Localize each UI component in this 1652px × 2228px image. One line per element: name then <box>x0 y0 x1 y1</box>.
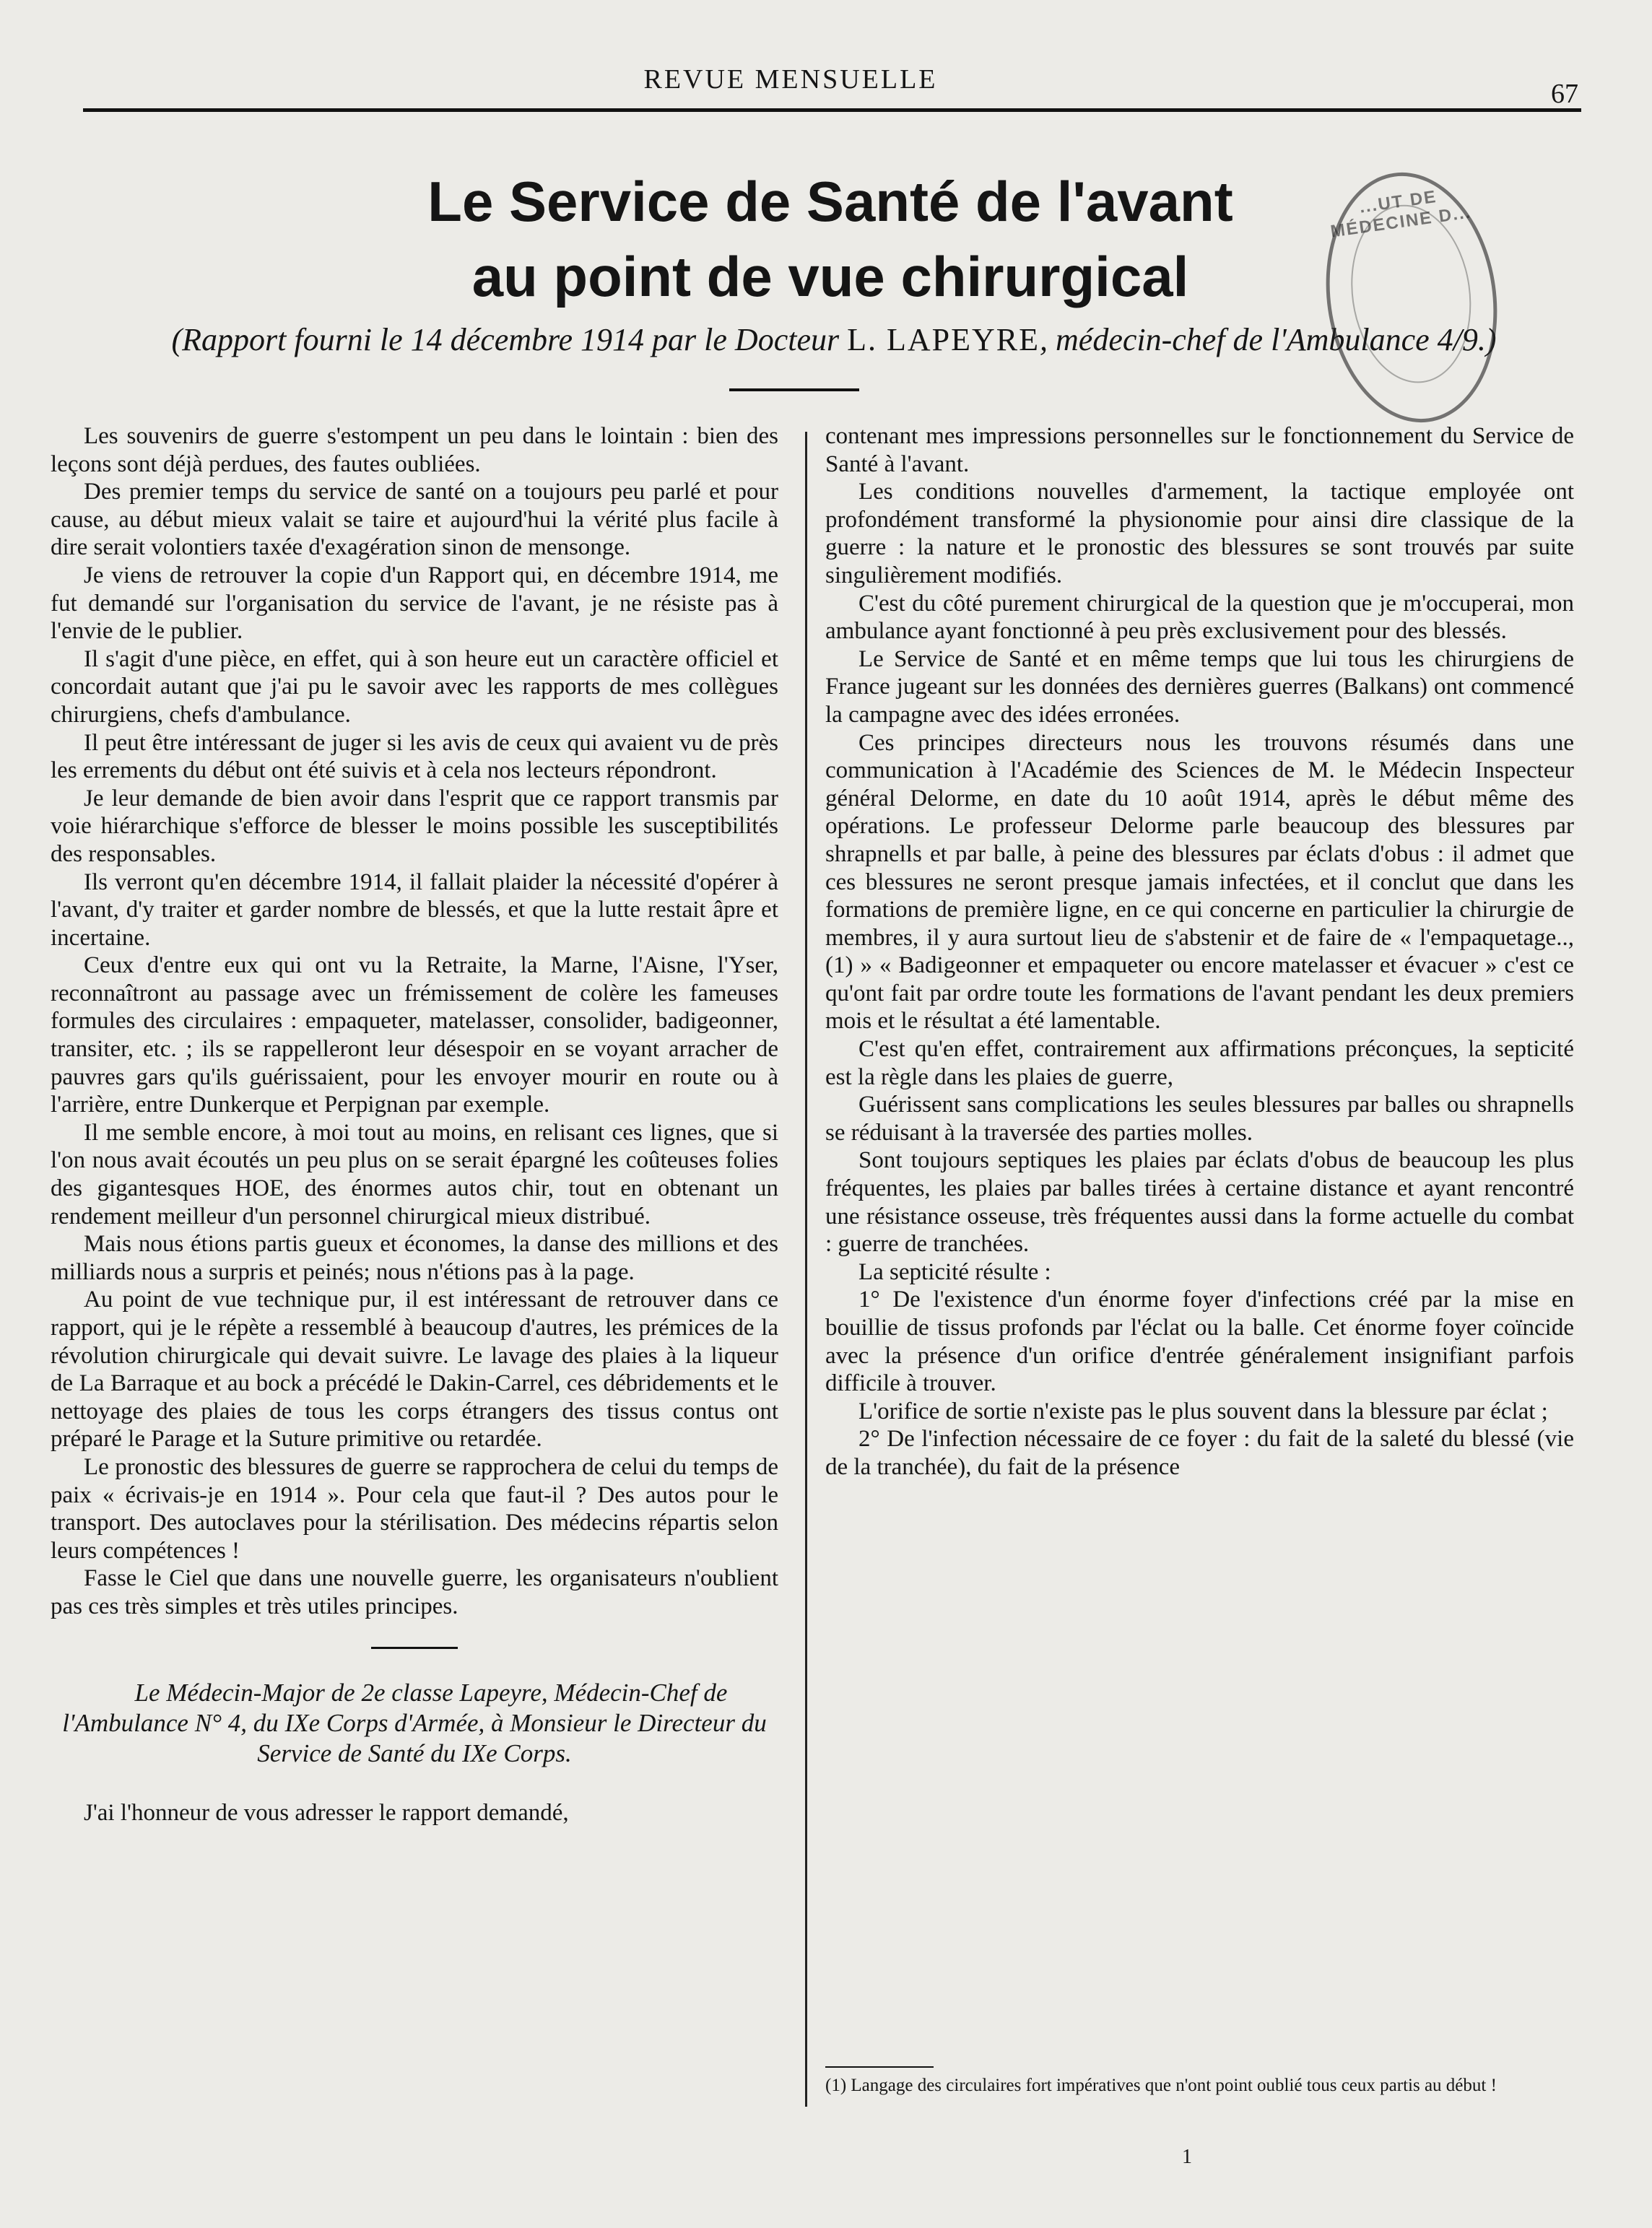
subtitle-suffix: , médecin-chef de l'Ambulance 4/9.) <box>1040 322 1497 357</box>
footnote: (1) Langage des circulaires fort impératives que n'ont point oublié tous ceux partis au début ! <box>825 2076 1497 2095</box>
footnote-rule <box>825 2066 934 2068</box>
header-rule <box>83 108 1581 112</box>
paragraph: contenant mes impressions personnelles sur le fonctionnement du Service de Santé à l'avant. <box>825 423 1574 477</box>
paragraph: Guérissent sans complications les seules blessures par balles ou shrapnells se réduisant à la traversée des parties molles. <box>825 1092 1574 1146</box>
paragraph: Les conditions nouvelles d'armement, la tactique employée ont profondément transformé la physionomie pour ainsi dire classique de la guerre : la nature et le pronostic des blessures se sont trouvés par suite singulièrement modifiés. <box>825 479 1574 588</box>
letter-salutation: J'ai l'honneur de vous adresser le rapport demandé, <box>84 1799 569 1826</box>
subtitle-prefix: (Rapport fourni le 14 décembre 1914 par le Docteur <box>171 322 848 357</box>
paragraph: Je viens de retrouver la copie d'un Rapport qui, en décembre 1914, me fut demandé sur l'organisation du service de l'avant, je ne résiste pas à l'envie de le publier. <box>51 562 778 645</box>
paragraph: Ces principes directeurs nous les trouvons résumés dans une communication à l'Académie des Sciences de M. le Médecin Inspecteur général Delorme, en date du 10 août 1914, après le début même des opérations. Le professeur Delorme parle beaucoup des blessures par shrapnells et par balle, à peine des blessures par éclats d'obus : il admet que ces blessures ne seront presque jamais infectées, et il conclut que dans les formations de première ligne, en ce qui concerne en particulier la chirurgie de membres, il y aura surtout lieu de s'abstenir et de faire de « l'empaquetage.., (1) » « Badigeonner et empaqueter ou encore matelasser et évacuer » c'est ce qu'ont fait par ordre toute les formations de l'avant pendant les deux premiers mois et le résultat a été lamentable. <box>825 729 1574 1035</box>
letter-address: Le Médecin-Major de 2e classe Lapeyre, Médecin-Chef de l'Ambulance N° 4, du IXe Corps d'Armée, à Monsieur le Directeur du Service de Santé du IXe Corps. <box>62 1678 767 1767</box>
paragraph: 1° De l'existence d'un énorme foyer d'infections créé par la mise en bouillie de tissus profonds par l'éclat ou la balle. Cet énorme foyer coïncide avec la présence d'un orifice d'entrée généralement insignifiant parfois difficile à trouver. <box>825 1287 1574 1397</box>
paragraph: Il me semble encore, à moi tout au moins, en relisant ces lignes, que si l'on nous avait écoutés un peu plus on se serait épargné les coûteuses folies des gigantesques HOE, des énormes autos chir, tout en obtenant un rendement meilleur d'un personnel chirurgical mieux distribué. <box>51 1119 778 1230</box>
paragraph: Il s'agit d'une pièce, en effet, qui à son heure eut un caractère officiel et concordait autant que j'ai pu le savoir avec les rapports de mes collègues chirurgiens, chefs d'ambulance. <box>51 645 778 728</box>
right-column <box>825 422 1574 1481</box>
paragraph: Au point de vue technique pur, il est intéressant de retrouver dans ce rapport, qui je le répète a ressemblé à beaucoup d'autres, les prémices de la révolution chirurgicale qui devait suivre. Le lavage des plaies à la liqueur de La Barraque et au bock a précédé le Dakin-Carrel, ces débridements et le nettoyage des plaies de tous les corps étrangers des tissus contus ont préparé le Parage et la Suture primitive ou retardée. <box>51 1287 778 1453</box>
article-title-line-1: Le Service de Santé de l'avant <box>427 170 1233 233</box>
title-rule <box>729 388 859 391</box>
stamp-text: ...UT DE MÉDECINE D... <box>1329 186 1473 242</box>
article-title-line-2: au point de vue chirurgical <box>471 245 1189 308</box>
paragraph: 2° De l'infection nécessaire de ce foyer : du fait de la saleté du blessé (vie de la tranchée), du fait de la présence <box>825 1426 1574 1480</box>
library-stamp <box>1310 161 1513 433</box>
paragraph: Je leur demande de bien avoir dans l'esprit que ce rapport transmis par voie hiérarchique s'efforce de blesser le moins possible les susceptibilités des responsables. <box>51 785 778 867</box>
paragraph: La septicité résulte : <box>858 1258 1051 1285</box>
paragraph: Ils verront qu'en décembre 1914, il fallait plaider la nécessité d'opérer à l'avant, d'y traiter et garder nombre de blessés, et que la lutte restait âpre et incertaine. <box>51 869 778 951</box>
paragraph: L'orifice de sortie n'existe pas le plus souvent dans la blessure par éclat ; <box>858 1398 1548 1424</box>
paragraph: Fasse le Ciel que dans une nouvelle guerre, les organisateurs n'oublient pas ces très simples et très utiles principes. <box>51 1565 778 1619</box>
section-divider <box>371 1647 458 1649</box>
folio-mark: 1 <box>1182 2146 1192 2168</box>
left-column <box>51 422 778 1827</box>
paragraph: Ceux d'entre eux qui ont vu la Retraite, la Marne, l'Aisne, l'Yser, reconnaîtront au passage avec un frémissement de colère les fameuses formules des circulaires : empaqueter, matelasser, consolider, badigeonner, transiter, etc. ; ils se rappelleront leur désespoir en se voyant arracher de pauvres gars qu'ils guérissaient, pour les envoyer mourir en route ou à l'arrière, entre Dunkerque et Perpignan par exemple. <box>51 952 778 1118</box>
running-head: REVUE MENSUELLE <box>643 64 938 95</box>
paragraph: Le pronostic des blessures de guerre se rapprochera de celui du temps de paix « écrivais-je en 1914 ». Pour cela que faut-il ? Des autos pour le transport. Des autoclaves pour la stérilisation. Des médecins répartis selon leurs compétences ! <box>51 1453 778 1564</box>
paragraph: Il peut être intéressant de juger si les avis de ceux qui avaient vu de près les errements du début ont été suivis et à cela nos lecteurs répondront. <box>51 729 778 784</box>
column-rule <box>805 432 807 2107</box>
paragraph: Le Service de Santé et en même temps que lui tous les chirurgiens de France jugeant sur les données des dernières guerres (Balkans) ont commencé la campagne avec des idées erronées. <box>825 645 1574 728</box>
paragraph: Les souvenirs de guerre s'estompent un peu dans le lointain : bien des leçons sont déjà perdues, des fautes oubliées. <box>51 423 778 477</box>
page-number: 67 <box>1551 79 1578 109</box>
paragraph: Des premier temps du service de santé on a toujours peu parlé et pour cause, au début mieux valait se taire et aujourd'hui la vérité plus facile à dire serait volontiers taxée d'exagération sinon de mensonge. <box>51 479 778 561</box>
subtitle-author: L. LAPEYRE <box>847 322 1040 357</box>
paragraph: C'est qu'en effet, contrairement aux affirmations préconçues, la septicité est la règle dans les plaies de guerre, <box>825 1036 1574 1090</box>
paragraph: C'est du côté purement chirurgical de la question que je m'occuperai, mon ambulance ayant fonctionné à peu près exclusivement pour des blessés. <box>825 590 1574 645</box>
paragraph: Sont toujours septiques les plaies par éclats d'obus de beaucoup les plus fréquentes, les plaies par balles tirées à certaine distance et ayant rencontré une résistance osseuse, très fréquentes aussi dans la forme actuelle du combat : guerre de tranchées. <box>825 1147 1574 1258</box>
paragraph: Mais nous étions partis gueux et économes, la danse des millions et des milliards nous a surpris et peinés; nous n'étions pas à la page. <box>51 1231 778 1285</box>
